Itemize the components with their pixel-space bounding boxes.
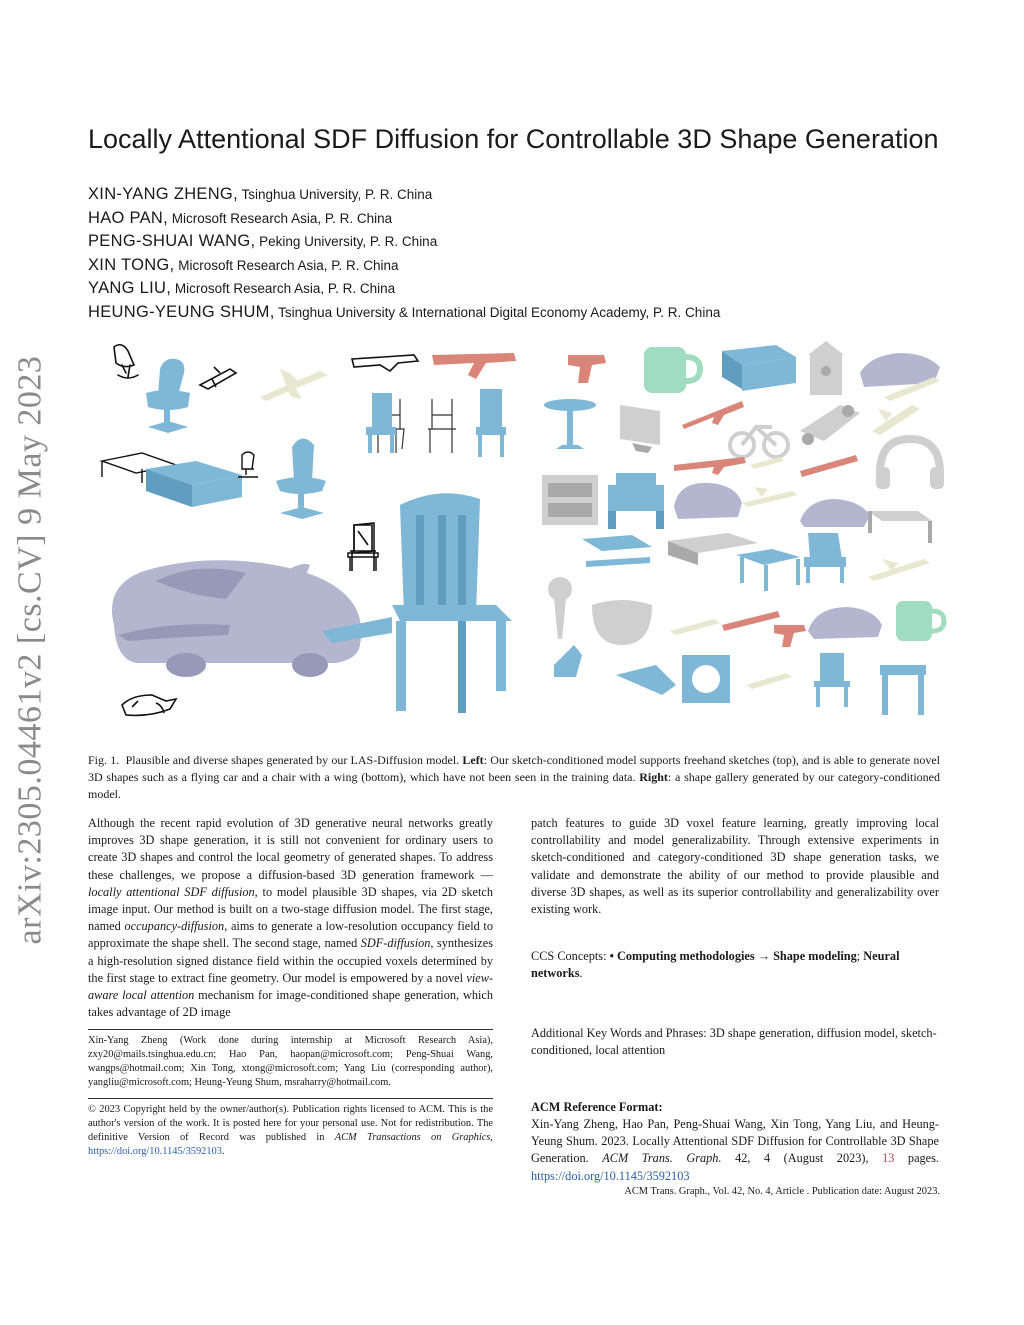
gallery-jet-6 — [868, 559, 930, 581]
author-affiliation: Microsoft Research Asia, P. R. China — [168, 210, 393, 226]
author-affiliation: Tsinghua University & International Digital Economy Academy, P. R. China — [274, 304, 721, 320]
author-name: XIN-YANG ZHENG, — [88, 185, 238, 203]
gallery-sofa — [668, 533, 758, 565]
sketch-swivel-chair — [114, 345, 138, 378]
reference-format-heading: ACM Reference Format: — [531, 1100, 663, 1115]
reference-pages-link[interactable]: 13 — [882, 1151, 895, 1166]
bar-stool-model — [476, 389, 506, 457]
gallery-bench — [868, 511, 932, 543]
ccs-bullet: • — [609, 949, 617, 964]
abstract-text: , to model plausible 3D shapes, via 2D sketch image input. Our method is built on a two-stage diffusion model. The first stage, named — [88, 884, 494, 934]
gallery-armchair — [804, 533, 846, 583]
copyright-end: . — [221, 1146, 225, 1158]
gallery-jet-7 — [670, 619, 720, 635]
arxiv-stamp-text: arXiv:2305.04461v2 [cs.CV] 9 May 2023 — [11, 355, 49, 945]
copyright-divider — [88, 1098, 493, 1099]
author-footnote: Xin-Yang Zheng (Work done during internship at Microsoft Research Asia), zxy20@mails.tsinghua.edu.cn; Hao Pan, haopan@microsoft.com; Peng-Shuai Wang, wangps@hotmail.com; Xin Tong, xtong@microsoft.com; Yang Liu (corresponding author), yangliu@microsoft.com; Heung-Yeung Shum, msraharry@hotmail.com. — [88, 1035, 493, 1089]
author-name: HAO PAN, — [88, 208, 169, 227]
abstract-text: , synthesizes a high-resolution signed distance field within the occupied voxels determined by the first stage to extract fine geometry. Our model is empowered by a novel — [88, 936, 493, 985]
ccs-item: Computing methodologies → Shape modeling — [616, 949, 857, 964]
gallery-birdhouse — [808, 341, 844, 395]
author-name: PENG-SHUAI WANG, — [88, 232, 256, 250]
gallery-jet-8 — [746, 673, 792, 689]
author-line — [88, 230, 948, 254]
gallery-pistol-2 — [774, 625, 806, 647]
author-name: YANG LIU, — [88, 279, 172, 297]
reference-authors: Xin-Yang Zheng, Hao Pan, Peng-Shuai Wang, Xin Tong, Yang Liu, and Heung-Yeung Shum. 2023. Locally Attentional SDF Diffusion for Controllable 3D Shape Generation. — [531, 1117, 939, 1166]
rifle-model — [432, 353, 516, 379]
caption-left-label: Left — [462, 753, 484, 767]
author-affiliation: Peking University, P. R. China — [255, 234, 438, 249]
abstract-emphasis: occupancy-diffusion — [124, 919, 225, 934]
chair-model-small — [366, 393, 396, 453]
gallery-picnic-table — [582, 535, 652, 567]
gallery-monitor — [620, 405, 660, 453]
right-column — [531, 815, 939, 1185]
caption-right-text: : a shape gallery generated by our category-conditioned model. — [88, 770, 941, 801]
reference-pages-suffix: pages. — [894, 1151, 939, 1166]
gallery-cube-table — [682, 655, 730, 703]
sketch-rifle — [352, 355, 418, 371]
caption-intro: Plausible and diverse shapes generated by our LAS-Diffusion model. — [125, 753, 460, 767]
jet-model — [260, 369, 328, 401]
author-affiliation: Tsinghua University, P. R. China — [237, 187, 433, 202]
reference-doi-link[interactable]: https://doi.org/10.1145/3592103 — [531, 1168, 690, 1183]
gallery-stool — [880, 665, 926, 715]
gallery-microphone — [548, 577, 572, 639]
copyright-separator: , — [490, 1132, 493, 1144]
flying-car-model — [112, 560, 361, 677]
ccs-item: Neural networks — [531, 949, 900, 981]
gallery-desk-2 — [608, 473, 664, 529]
abstract-emphasis: SDF-diffusion — [360, 936, 431, 951]
gallery-car-2 — [800, 499, 870, 527]
ccs-label: CCS Concepts: — [531, 949, 610, 964]
gallery-lounge-chair — [554, 645, 676, 695]
copyright-venue: ACM Transactions on Graphics — [334, 1132, 491, 1144]
swivel-chair-model — [146, 359, 190, 433]
abstract-paragraph — [88, 815, 493, 1021]
abstract-text: , aims to generate a low-resolution occupancy field to approximate the shape shell. The second stage, named — [88, 919, 493, 951]
copyright-doi-link[interactable]: https://doi.org/10.1145/3592103 — [88, 1146, 222, 1158]
sketch-flying-car — [122, 695, 176, 715]
gallery-mug-2 — [896, 601, 944, 641]
author-affiliation: Microsoft Research Asia, P. R. China — [171, 281, 396, 296]
abstract-text: mechanism for image-conditioned shape generation, which takes advantage of 2D image — [88, 988, 493, 1020]
gallery-shelf — [542, 475, 598, 525]
gallery-race-car — [800, 405, 860, 445]
gallery-rifle-4 — [800, 455, 858, 477]
gallery-headphones — [876, 439, 944, 489]
l-desk-model — [146, 461, 242, 507]
abstract-emphasis: locally attentional SDF diffusion — [88, 884, 255, 899]
paper-title: Locally Attentional SDF Diffusion for Controllable 3D Shape Generation — [88, 124, 939, 154]
figure-caption — [88, 752, 940, 803]
gallery-rifle-2 — [682, 401, 744, 429]
gallery-jet-2 — [872, 405, 920, 435]
reference-details: 42, 4 (August 2023), — [721, 1151, 883, 1166]
ccs-end: . — [579, 966, 583, 981]
author-line — [88, 254, 948, 278]
gallery-rifle-5 — [722, 611, 780, 631]
gallery-bicycle — [730, 427, 788, 457]
author-line — [88, 207, 948, 231]
teaser-figure-svg — [96, 335, 948, 730]
footnote-divider — [88, 1029, 493, 1030]
abstract-text: Although the recent rapid evolution of 3D generative neural networks greatly improves 3D shape generation, it is still not convenient for ordinary users to create 3D shapes and control the local geometry of generated shapes. To address these challenges, we propose a diffusion-based 3D generation framework — — [88, 816, 493, 882]
copyright-notice — [88, 1103, 493, 1159]
sketch-chair-wire-2 — [428, 399, 456, 453]
reference-journal: ACM Trans. Graph. — [602, 1151, 722, 1166]
author-name: XIN TONG, — [88, 255, 175, 274]
gallery-square-table — [736, 549, 800, 591]
left-column — [88, 815, 493, 1159]
gallery-chair-3 — [814, 653, 850, 707]
keywords: Additional Key Words and Phrases: 3D shape generation, diffusion model, sketch-conditioned, local attention — [531, 1025, 937, 1057]
gallery-car-3 — [808, 607, 882, 639]
author-line — [88, 277, 948, 301]
teaser-figure — [96, 335, 948, 730]
caption-right-label: Right — [639, 770, 668, 784]
author-line — [88, 301, 948, 325]
author-affiliation: Microsoft Research Asia, P. R. China — [174, 257, 399, 273]
ccs-separator: ; — [856, 949, 864, 964]
gallery-mug — [644, 347, 700, 393]
gallery-suv — [674, 483, 742, 519]
abstract-emphasis: view-aware local attention — [88, 970, 493, 1003]
gallery-pot — [592, 600, 652, 645]
gallery-tv-stand — [722, 345, 796, 391]
caption-left-text: : Our sketch-conditioned model supports freehand sketches (top), and is able to generate novel 3D shapes such as a flying car and a chair with a wing (bottom), which have not been seen in the training data. — [88, 753, 941, 784]
abstract-continuation: patch features to guide 3D voxel feature learning, greatly improving local controllability and model generalizability. Through extensive experiments in sketch-conditioned and category-conditioned 3D shape generation tasks, we validate and demonstrate the ability of our method to provide plausible and diverse 3D shapes, as well as its superior controllability and generalizability over existing work. — [531, 816, 939, 917]
caption-label: Fig. 1. — [88, 753, 120, 767]
author-name: HEUNG-YEUNG SHUM, — [88, 302, 275, 321]
page-footer: ACM Trans. Graph., Vol. 42, No. 4, Article . Publication date: August 2023. — [624, 1186, 940, 1197]
gallery-rifle-3 — [674, 457, 746, 475]
copyright-text: © 2023 Copyright held by the owner/author(s). Publication rights licensed to ACM. This is the author's version of the work. It is posted here for your personal use. Not for redistribution. The definitive Version of Record was published in — [88, 1104, 493, 1144]
sketch-office-chair — [238, 452, 258, 477]
gallery-round-table — [544, 399, 596, 449]
arxiv-stamp — [4, 350, 56, 950]
author-line — [88, 183, 948, 207]
ccs-concepts — [531, 948, 939, 982]
gallery-jet-4 — [750, 457, 784, 469]
gallery-pistol — [568, 355, 606, 383]
gallery-jet-5 — [742, 487, 798, 507]
reference-format — [531, 1116, 939, 1185]
office-chair-model — [276, 438, 326, 519]
sketch-jet — [200, 367, 236, 389]
author-list — [88, 183, 948, 324]
